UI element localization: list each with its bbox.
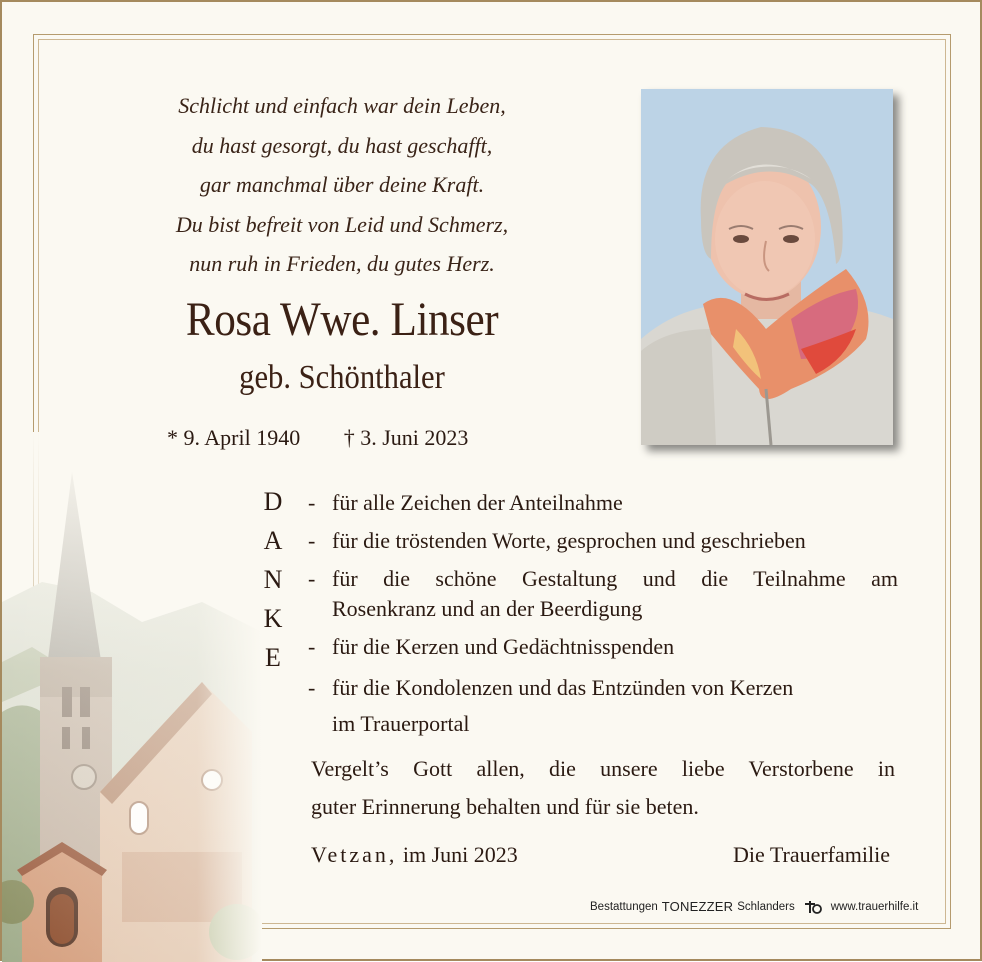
danke-letter: D: [263, 487, 283, 516]
list-dash: -: [308, 490, 316, 515]
list-dash: -: [308, 634, 316, 659]
danke-letter: A: [263, 526, 283, 555]
list-item-text-continued: im Trauerportal: [332, 711, 470, 736]
church-illustration: [2, 432, 262, 962]
list-dash: -: [308, 528, 316, 553]
maiden-name: geb. Schönthaler: [239, 359, 445, 396]
footer-suffix: Schlanders: [737, 900, 795, 913]
footer-prefix: Bestattungen: [590, 900, 658, 913]
list-item-text-continued: Rosenkranz und an der Beerdigung: [332, 596, 643, 621]
closing-blessing: [311, 750, 895, 826]
footer-brand: TONEZZER: [661, 899, 734, 914]
signature-family: Die Trauerfamilie: [732, 842, 890, 867]
thanks-list: [308, 488, 898, 750]
list-dash: -: [308, 675, 316, 700]
list-item-text: für die tröstenden Worte, gesprochen und geschrieben: [332, 528, 806, 553]
deceased-name: Rosa Wwe. Linser: [185, 293, 499, 346]
footer-website[interactable]: www.trauerhilfe.it: [830, 900, 919, 913]
birth-date: * 9. April 1940: [167, 425, 301, 450]
list-item-text: für die Kondolenzen und das Entzünden von Kerzen: [332, 675, 794, 700]
closing-line: guter Erinnerung behalten und für sie beten.: [311, 794, 699, 819]
death-date: † 3. Juni 2023: [343, 425, 469, 450]
list-item: [308, 526, 898, 556]
place-name: Vetzan,: [311, 842, 398, 867]
place-date: im Juni 2023: [402, 842, 518, 867]
list-dash: -: [308, 566, 316, 591]
poem-line: nun ruh in Frieden, du gutes Herz.: [189, 251, 495, 276]
memorial-poem: [122, 86, 562, 284]
list-item: [308, 488, 898, 518]
place-and-date: [311, 842, 518, 868]
danke-letter: K: [263, 604, 283, 633]
danke-letter: N: [263, 565, 283, 594]
poem-line: gar manchmal über deine Kraft.: [199, 172, 485, 197]
life-dates: [167, 425, 468, 451]
danke-vertical-word: [258, 482, 288, 677]
list-item-text: für die Kerzen und Gedächtnisspenden: [332, 634, 675, 659]
list-item: [308, 564, 898, 624]
list-item: [308, 670, 898, 742]
list-item-text: für alle Zeichen der Anteilnahme: [332, 490, 623, 515]
portrait-photo: [641, 89, 893, 445]
list-item: [308, 632, 898, 662]
list-item-text: für die schöne Gestaltung und die Teilnahme am: [332, 566, 898, 591]
poem-line: du hast gesorgt, du hast geschafft,: [191, 132, 493, 158]
closing-line: Vergelt’s Gott allen, die unsere liebe Verstorbene in: [311, 756, 895, 781]
poem-line: Du bist befreit von Leid und Schmerz,: [175, 211, 509, 237]
danke-letter: E: [265, 643, 281, 672]
funeral-home-footer: [590, 899, 918, 914]
trauerhilfe-logo-icon: [803, 900, 823, 914]
poem-line: Schlicht und einfach war dein Leben,: [178, 93, 506, 118]
